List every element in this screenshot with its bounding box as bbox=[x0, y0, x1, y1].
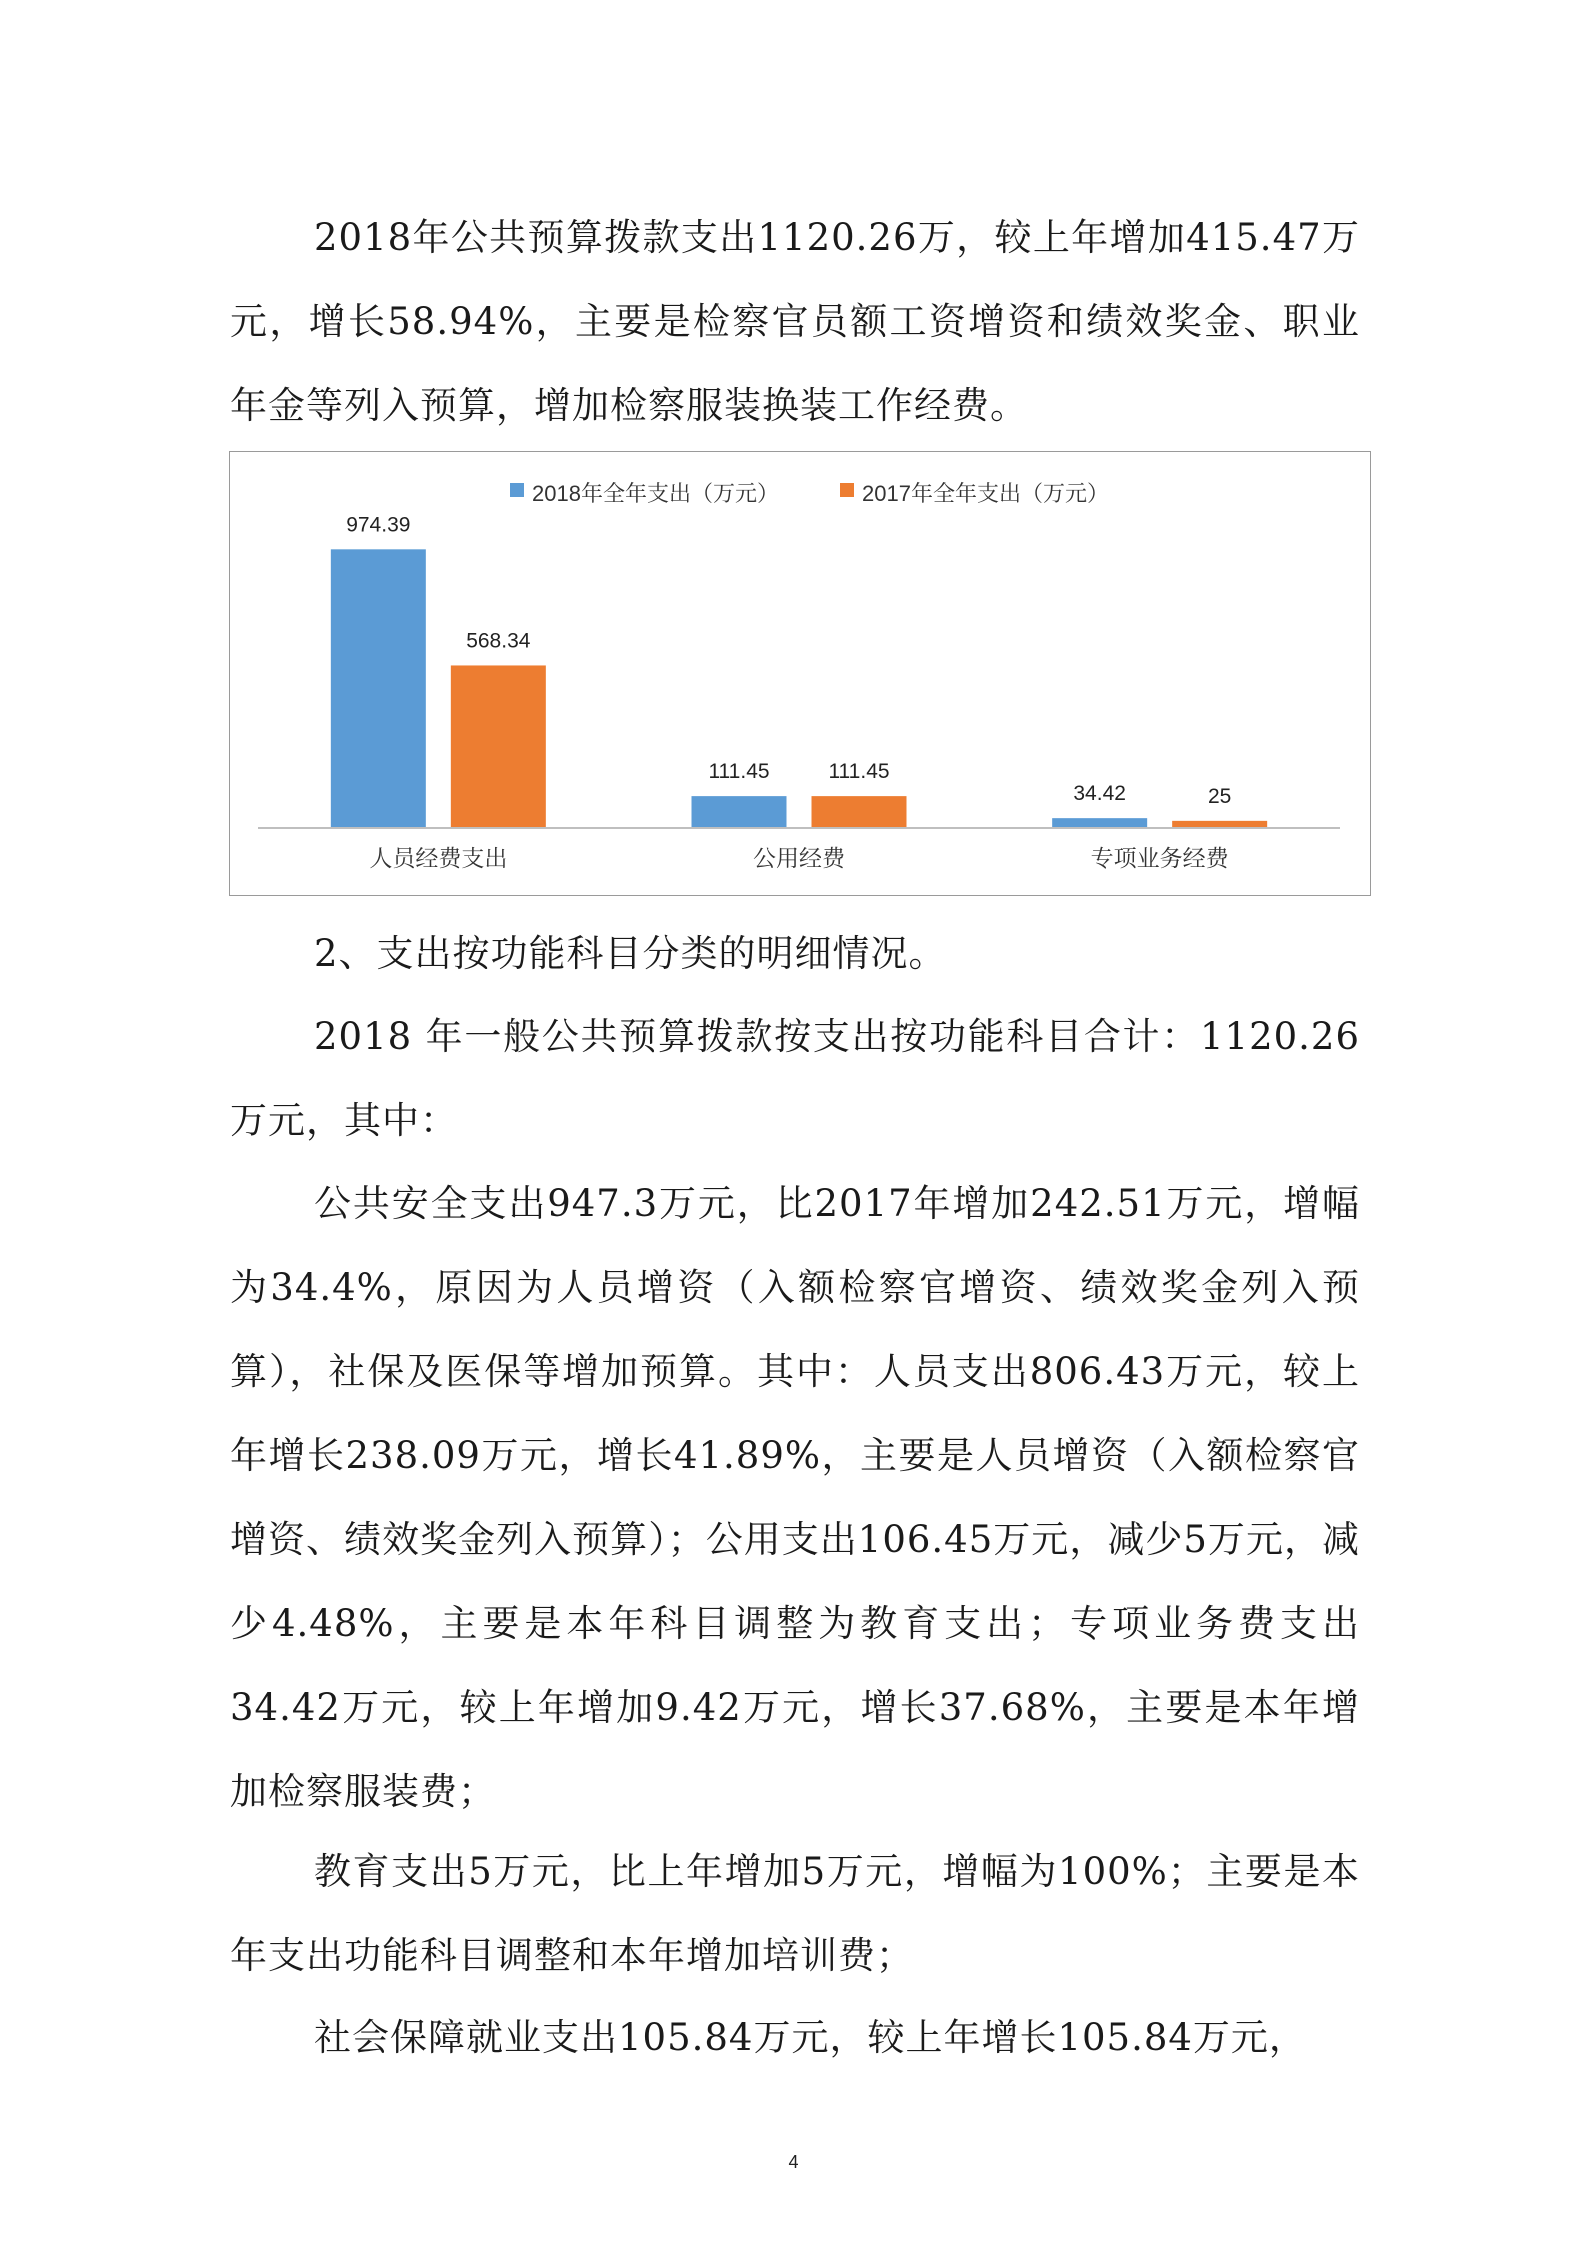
bar-3-1 bbox=[1052, 818, 1147, 828]
legend-label-1: 2018年全年支出（万元） bbox=[532, 480, 779, 506]
paragraph-education: 教育支出5万元，比上年增加5万元，增幅为100%；主要是本年支出功能科目调整和本年增加培训费； bbox=[230, 1850, 1360, 1977]
legend-swatch-1 bbox=[510, 483, 524, 497]
expenditure-bar-chart bbox=[229, 451, 1371, 896]
bar-3-2 bbox=[1172, 821, 1267, 828]
paragraph-section-heading: 2、支出按功能科目分类的明细情况。 bbox=[314, 932, 947, 975]
bar-2-2 bbox=[812, 796, 907, 828]
data-label-3-2: 25 bbox=[1207, 784, 1232, 808]
bar-1-2 bbox=[451, 665, 546, 828]
legend-label-2: 2017年全年支出（万元） bbox=[862, 480, 1109, 506]
bar-1-1 bbox=[331, 549, 426, 828]
data-label-1-2: 568.34 bbox=[466, 629, 531, 653]
data-label-1-1: 974.39 bbox=[346, 513, 411, 537]
paragraph-functional-total: 2018 年一般公共预算拨款按支出按功能科目合计：1120.26 万元，其中： bbox=[230, 1015, 1360, 1142]
legend-swatch-2 bbox=[840, 483, 854, 497]
paragraph-social-security: 社会保障就业支出105.84万元，较上年增长105.84万元， bbox=[314, 2016, 1307, 2059]
category-label-2: 公用经费 bbox=[753, 845, 845, 871]
paragraph-budget-summary: 2018年公共预算拨款支出1120.26万，较上年增加415.47万元，增长58.94%，主要是检察官员额工资增资和绩效奖金、职业年金等列入预算，增加检察服装换装工作经费。 bbox=[230, 216, 1360, 427]
bar-2-1 bbox=[692, 796, 787, 828]
page-number: 4 bbox=[788, 2152, 799, 2172]
category-label-3: 专项业务经费 bbox=[1090, 845, 1229, 871]
paragraph-public-security: 公共安全支出947.3万元，比2017年增加242.51万元，增幅为34.4%，原因为人员增资（入额检察官增资、绩效奖金列入预算），社保及医保等增加预算。其中：人员支出806.43万元，较上年增长238.09万元，增长41.89%，主要是人员增资（入额检察官增资、绩效奖金列入预算）；公用支出106.45万元，减少5万元，减少4.48%，主要是本年科目调整为教育支出；专项业务费支出34.42万元，较上年增加9.42万元，增长37.68%，主要是本年增加检察服装费； bbox=[230, 1182, 1360, 1813]
chart-canvas bbox=[230, 452, 1370, 895]
data-label-2-2: 111.45 bbox=[828, 760, 890, 784]
data-label-2-1: 111.45 bbox=[708, 760, 770, 784]
category-label-1: 人员经费支出 bbox=[369, 845, 508, 871]
data-label-3-1: 34.42 bbox=[1073, 782, 1126, 806]
